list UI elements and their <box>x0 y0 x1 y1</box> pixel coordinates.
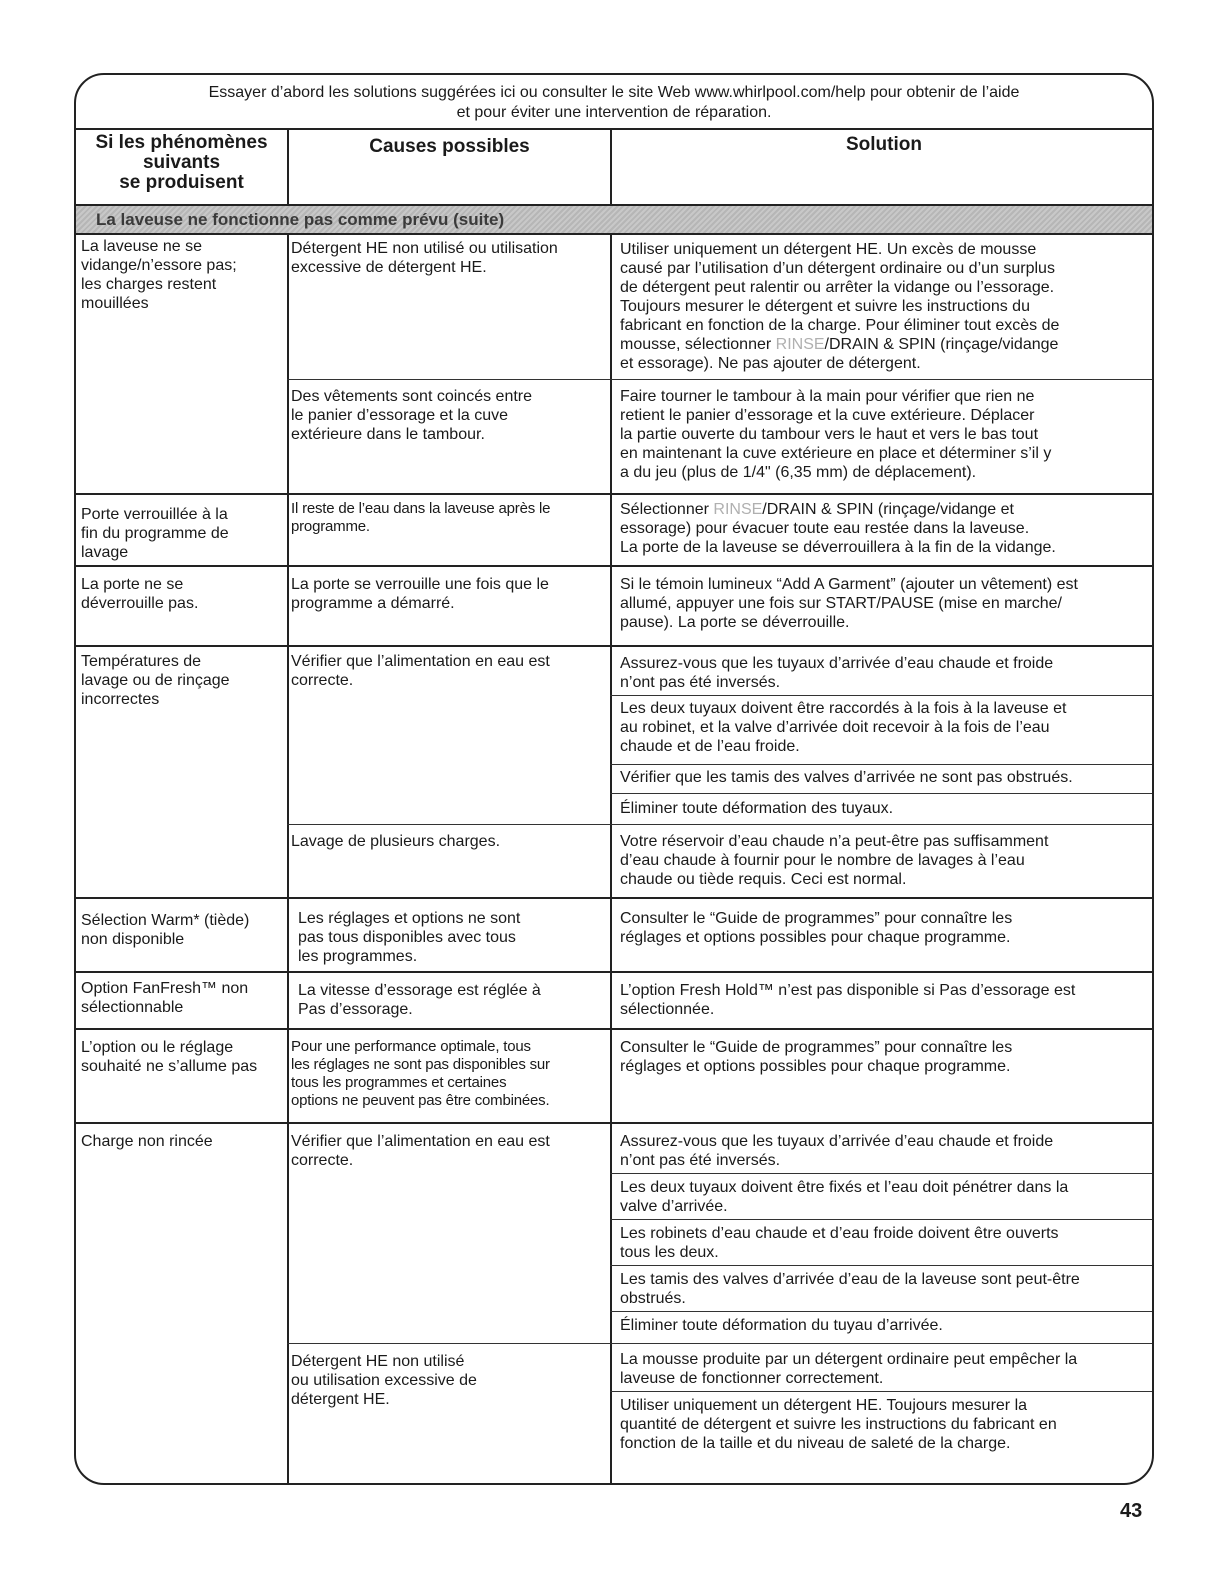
text-line: Éliminer toute déformation du tuyau d’arrivée. <box>620 1317 943 1334</box>
text-line: valve d’arrivée. <box>620 1198 728 1215</box>
cell-divider <box>610 1173 1152 1174</box>
solution-cell <box>620 240 1059 373</box>
text-line: retient le panier d’essorage et la cuve extérieure. Déplacer <box>620 407 1035 424</box>
header-line: suivants <box>142 152 221 173</box>
text-line: programme. <box>291 518 370 535</box>
text-line: correcte. <box>291 672 354 689</box>
text-line <box>620 500 1056 519</box>
text-line: Faire tourner le tambour à la main pour vérifier que rien ne <box>620 388 1035 405</box>
text-line: Les deux tuyaux doivent être raccordés à la fois à la laveuse et <box>620 700 1067 717</box>
text-line: Les robinets d’eau chaude et d’eau froide doivent être ouverts <box>620 1225 1059 1242</box>
text-line: Option FanFresh™ non <box>81 980 249 997</box>
text-line: fonction de la taille et du niveau de saleté de la charge. <box>620 1435 1011 1452</box>
header-line: Si les phénomènes <box>95 132 268 153</box>
text-line: les réglages ne sont pas disponibles sur <box>291 1056 550 1073</box>
text-fragment: Sélectionner <box>620 501 714 518</box>
cause-cell <box>291 387 532 444</box>
text-line: excessive de détergent HE. <box>291 259 487 276</box>
text-line: Vérifier que l’alimentation en eau est <box>291 653 550 670</box>
row-divider <box>76 897 1152 899</box>
header-causes: Causes possibles <box>369 136 530 157</box>
text-line: Lavage de plusieurs charges. <box>291 833 501 850</box>
column-divider <box>287 130 289 1483</box>
solution-cell <box>620 699 1066 756</box>
text-line: d’eau chaude à fournir pour le nombre de lavages à l’eau <box>620 852 1025 869</box>
text-line: fabricant en fonction de la charge. Pour éliminer tout excès de <box>620 317 1060 334</box>
solution-cell <box>620 1396 1057 1453</box>
text-line: Consulter le “Guide de programmes” pour connaître les <box>620 910 1013 927</box>
symptom-cell <box>81 979 248 1017</box>
text-line: Vérifier que l’alimentation en eau est <box>291 1133 550 1150</box>
header-symptoms <box>76 133 287 193</box>
text-line <box>620 335 1059 354</box>
page-number: 43 <box>1120 1500 1143 1522</box>
divider <box>76 128 1152 130</box>
text-line: Les deux tuyaux doivent être fixés et l’eau doit pénétrer dans la <box>620 1179 1069 1196</box>
text-line: réglages et options possibles pour chaque programme. <box>620 1058 1011 1075</box>
text-line: L’option ou le réglage <box>81 1039 234 1056</box>
text-line: Il reste de l’eau dans la laveuse après le <box>291 500 551 517</box>
cause-cell <box>291 575 549 613</box>
text-line: le panier d’essorage et la cuve <box>291 407 509 424</box>
text-line: et essorage). Ne pas ajouter de détergent. <box>620 355 921 372</box>
text-line: déverrouille pas. <box>81 595 199 612</box>
rinse-label: RINSE <box>775 336 825 353</box>
text-line: Éliminer toute déformation des tuyaux. <box>620 800 894 817</box>
divider <box>76 204 1152 206</box>
text-line: Assurez-vous que les tuyaux d’arrivée d’eau chaude et froide <box>620 655 1054 672</box>
cause-cell <box>291 1038 550 1110</box>
text-line: réglages et options possibles pour chaque programme. <box>620 929 1011 946</box>
text-line: Si le témoin lumineux “Add A Garment” (ajouter un vêtement) est <box>620 576 1078 593</box>
row-divider <box>76 645 1152 647</box>
symptom-cell <box>81 1038 257 1076</box>
cell-divider <box>610 1265 1152 1266</box>
text-line: lavage <box>81 544 129 561</box>
cause-cell <box>298 981 541 1019</box>
text-fragment: mousse, sélectionner <box>620 336 776 353</box>
text-line: chaude et de l’eau froide. <box>620 738 800 755</box>
text-line: au robinet, et la valve d’arrivée doit recevoir à la fois de l’eau <box>620 719 1050 736</box>
solution-cell <box>620 768 1073 787</box>
cell-divider <box>610 1219 1152 1220</box>
text-fragment: /DRAIN & SPIN (rinçage/vidange <box>824 336 1059 353</box>
text-line: Consulter le “Guide de programmes” pour connaître les <box>620 1039 1013 1056</box>
cause-cell <box>291 239 558 277</box>
text-line: Vérifier que les tamis des valves d’arrivée ne sont pas obstrués. <box>620 769 1073 786</box>
column-divider <box>610 130 612 1483</box>
solution-cell <box>620 1270 1080 1308</box>
text-line: essorage) pour évacuer toute eau restée dans la laveuse. <box>620 520 1030 537</box>
text-line: tous les programmes et certaines <box>291 1074 507 1091</box>
cell-divider <box>287 824 1152 825</box>
solution-cell <box>620 1316 943 1335</box>
solution-cell <box>620 654 1053 692</box>
cell-divider <box>610 1391 1152 1392</box>
text-line: ou utilisation excessive de <box>291 1372 477 1389</box>
text-line: de détergent peut ralentir ou arrêter la vidange ou l’essorage. <box>620 279 1055 296</box>
solution-cell <box>620 1132 1053 1170</box>
symptom-cell <box>81 652 230 709</box>
text-line: La mousse produite par un détergent ordinaire peut empêcher la <box>620 1351 1078 1368</box>
symptom-cell <box>81 505 229 562</box>
cause-cell <box>291 832 500 851</box>
header-line: se produisent <box>119 172 244 193</box>
solution-cell <box>620 799 893 818</box>
solution-cell <box>620 575 1078 632</box>
row-divider <box>76 1122 1152 1124</box>
cell-divider <box>610 793 1152 794</box>
text-line: laveuse de fonctionner correctement. <box>620 1370 884 1387</box>
text-line: lavage ou de rinçage <box>81 672 230 689</box>
text-line: quantité de détergent et suivre les instructions du fabricant en <box>620 1416 1057 1433</box>
row-divider <box>76 493 1152 495</box>
text-line: La porte de la laveuse se déverrouillera à la fin de la vidange. <box>620 539 1056 556</box>
text-fragment: /DRAIN & SPIN (rinçage/vidange et <box>762 501 1014 518</box>
text-line: programme a démarré. <box>291 595 455 612</box>
intro-line: et pour éviter une intervention de réparation. <box>456 104 772 121</box>
text-line: La vitesse d’essorage est réglée à <box>298 982 541 999</box>
header-solution: Solution <box>846 134 922 155</box>
text-line: Les réglages et options ne sont <box>298 910 521 927</box>
text-line: non disponible <box>81 931 185 948</box>
text-line: L’option Fresh Hold™ n’est pas disponible si Pas d’essorage est <box>620 982 1076 999</box>
troubleshooting-table <box>74 73 1154 1485</box>
text-line: en maintenant la cuve extérieure en place et déterminer s’il y <box>620 445 1052 462</box>
text-line: vidange/n’essore pas; <box>81 257 237 274</box>
text-line: n’ont pas été inversés. <box>620 674 781 691</box>
cause-cell <box>291 1132 550 1170</box>
text-line: Utiliser uniquement un détergent HE. Toujours mesurer la <box>620 1397 1028 1414</box>
text-line: fin du programme de <box>81 525 229 542</box>
text-line: La porte se verrouille une fois que le <box>291 576 549 593</box>
symptom-cell <box>81 911 249 949</box>
cell-divider <box>287 379 1152 380</box>
text-line: détergent HE. <box>291 1391 390 1408</box>
text-line: a du jeu (plus de 1/4" (6,35 mm) de déplacement). <box>620 464 977 481</box>
text-line: pause). La porte se déverrouille. <box>620 614 850 631</box>
text-line: causé par l’utilisation d’un détergent ordinaire ou d’un surplus <box>620 260 1055 277</box>
cell-divider <box>610 1311 1152 1312</box>
rinse-label: RINSE <box>713 501 763 518</box>
symptom-cell <box>81 237 237 313</box>
text-line: Des vêtements sont coincés entre <box>291 388 533 405</box>
text-line: pas tous disponibles avec tous <box>298 929 516 946</box>
text-line: Toujours mesurer le détergent et suivre les instructions du <box>620 298 1030 315</box>
text-line: Votre réservoir d’eau chaude n’a peut-être pas suffisamment <box>620 833 1049 850</box>
text-line: tous les deux. <box>620 1244 719 1261</box>
text-line: extérieure dans le tambour. <box>291 426 485 443</box>
text-line: obstrués. <box>620 1290 686 1307</box>
text-line: mouillées <box>81 295 149 312</box>
text-line: Pas d’essorage. <box>298 1001 413 1018</box>
text-line: les programmes. <box>298 948 418 965</box>
text-line: Températures de <box>81 653 202 670</box>
cell-divider <box>287 1343 1152 1344</box>
text-line: Détergent HE non utilisé ou utilisation <box>291 240 558 257</box>
cause-cell <box>291 652 550 690</box>
section-title: La laveuse ne fonctionne pas comme prévu (suite) <box>96 210 505 229</box>
symptom-cell <box>81 575 198 613</box>
text-line: Sélection Warm* (tiède) <box>81 912 250 929</box>
text-line: souhaité ne s’allume pas <box>81 1058 258 1075</box>
text-line: n’ont pas été inversés. <box>620 1152 781 1169</box>
text-line: Pour une performance optimale, tous <box>291 1038 531 1055</box>
cause-cell <box>298 909 520 966</box>
text-line: sélectionnable <box>81 999 184 1016</box>
text-line: La laveuse ne se <box>81 238 202 255</box>
text-line: la partie ouverte du tambour vers le haut et vers le bas tout <box>620 426 1039 443</box>
text-line: Charge non rincée <box>81 1133 213 1150</box>
cell-divider <box>610 764 1152 765</box>
text-line: sélectionnée. <box>620 1001 715 1018</box>
text-line: La porte ne se <box>81 576 184 593</box>
solution-cell <box>620 832 1048 889</box>
solution-cell <box>620 981 1075 1019</box>
cause-cell <box>291 1352 477 1409</box>
text-line: Utiliser uniquement un détergent HE. Un excès de mousse <box>620 241 1037 258</box>
text-line: Les tamis des valves d’arrivée d’eau de la laveuse sont peut-être <box>620 1271 1080 1288</box>
solution-cell <box>620 1038 1012 1076</box>
row-divider <box>76 1028 1152 1030</box>
intro-line: Essayer d’abord les solutions suggérées ici ou consulter le site Web www.whirlpool.com/help pour obtenir de l’aide <box>208 84 1020 101</box>
solution-cell <box>620 387 1051 482</box>
solution-cell <box>620 500 1056 557</box>
solution-cell <box>620 1350 1077 1388</box>
intro-text <box>76 75 1152 130</box>
row-divider <box>76 971 1152 973</box>
symptom-cell <box>81 1132 213 1151</box>
text-line: Porte verrouillée à la <box>81 506 228 523</box>
cell-divider <box>610 695 1152 696</box>
solution-cell <box>620 1224 1059 1262</box>
text-line: options ne peuvent pas être combinées. <box>291 1092 550 1109</box>
text-line: les charges restent <box>81 276 217 293</box>
text-line: correcte. <box>291 1152 354 1169</box>
text-line: incorrectes <box>81 691 160 708</box>
solution-cell <box>620 909 1012 947</box>
text-line: chaude ou tiède requis. Ceci est normal. <box>620 871 907 888</box>
text-line: Assurez-vous que les tuyaux d’arrivée d’eau chaude et froide <box>620 1133 1054 1150</box>
solution-cell <box>620 1178 1068 1216</box>
cause-cell <box>291 500 550 536</box>
divider <box>76 233 1152 235</box>
text-line: Détergent HE non utilisé <box>291 1353 465 1370</box>
text-line: allumé, appuyer une fois sur START/PAUSE (mise en marche/ <box>620 595 1062 612</box>
row-divider <box>76 565 1152 567</box>
